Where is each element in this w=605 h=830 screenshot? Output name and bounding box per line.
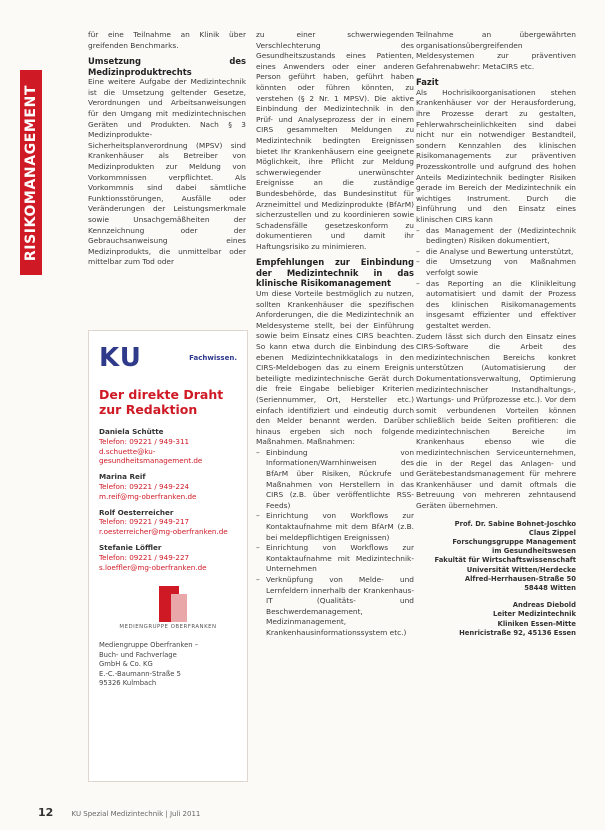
author-line: Kliniken Essen-Mitte (497, 619, 576, 628)
page-footer (38, 806, 200, 819)
author-block-1 (416, 520, 576, 594)
column-2 (256, 30, 414, 639)
author-line: Universität Witten/Herdecke (466, 565, 576, 574)
contact-item (89, 472, 247, 501)
publisher-logo-text: MEDIENGRUPPE OBERFRANKEN (119, 624, 217, 631)
author-line: 58448 Witten (524, 584, 576, 593)
col2-text-1: zu einer schwerwiegenden Verschlechterung des Gesundheitszustands eines Patienten, eines Anwenders oder einer anderen Person geführt haben, geführt haben könnten oder führen könnten, zu verstehen (§ 2 Nr. 1 MPSV). Die aktive Einbindung der Medizintechnik in den Prüf- und Analyseprozess der in einem CIRS gesammelten Meldungen zu Medizintechnik bedingten Ereignissen bietet Ihr Krankenhäusern eine geeignete Möglichkeit, ihre Pflicht zur Meldung schwerwiegender unerwünschter Ereignisse an die zuständige Bundesbehörde, das Bundesinstitut für Arzneimittel und Medizinprodukte (BfArM) sicherzustellen und zu koordinieren sowie Schadensfälle gesetzeskonform zu dokumentieren und damit ihr Haftungsrisiko zu minimieren. (256, 30, 414, 251)
contact-name: Marina Reif (99, 472, 146, 482)
author-line: Claus Zippel (528, 528, 576, 537)
author-line: Leiter Medizintechnik (493, 610, 576, 619)
publication-info: KU Spezial Medizintechnik | Juli 2011 (71, 810, 201, 818)
ku-logo: KU (99, 343, 142, 373)
author-line: Henricistraße 92, 45136 Essen (459, 628, 576, 637)
contact-item (89, 508, 247, 537)
list-item: – die Umsetzung von Maßnahmen verfolgt sowie (416, 257, 576, 278)
address-line: E.-C.-Baumann-Straße 5 (99, 669, 181, 678)
col1-intro: für eine Teilnahme an Klinik über greifenden Benchmarks. (88, 30, 246, 50)
address-line: Buch- und Fachverlage (99, 650, 177, 659)
col2-text-2: Um diese Vorteile bestmöglich zu nutzen, sollten Krankenhäuser die spezifischen Anforderungen, die die Medizintechnik an Meldesysteme stellt, bei der Einführung sowie beim Einsatz eines CIRS beachten. So kann etwa durch die Einbindung des ebenen Medizintechnikkatalogs in den CIRS-Meldebogen das zu einem Ereignis beteiligte medizintechnische Gerät durch die freie Eingabe beliebiger Kriterien (Seriennummer, Ort, Hersteller etc.) einfach identifiziert und eindeutig durch den Melder benannt werden. Darüber hinaus ergeben sich noch folgende Maßnahmen. Maßnahmen: (256, 288, 414, 447)
list-item: – Einrichtung von Workflows zur Kontaktaufnahme mit Medizintechnik-Unternehmen (256, 543, 414, 575)
column-3 (416, 30, 576, 638)
publisher-logo-icon (139, 586, 199, 622)
contact-email[interactable]: m.reif@mg-oberfranken.de (99, 491, 197, 501)
page-number: 12 (38, 806, 54, 819)
col3-bullet-list (416, 226, 576, 332)
author-line: Fakultät für Wirtschaftswissenschaft (434, 556, 576, 565)
col3-intro: Teilnahme an übergewährten organisationsübergreifenden Meldesystemen zur präventiven Gefahrenabwehr: MetaCIRS etc. (416, 30, 576, 71)
col3-text-1: Als Hochrisikoorganisationen stehen Krankenhäuser vor der Herausforderung, ihre Prozesse derart zu gestalten, Fehlerwahrscheinlichkeiten sind dabei nicht nur ein notwendiger Bestandteil, sondern Kennzahlen des klinischen Risikomanagements zur präventiven Prozesskontrolle und aufgrund des hohen Anteils Medizintechnik bedingter Risiken gerade im Bereich der Medizintechnik ein wichtiges Instrument. Durch die Einführung und den Einsatz eines klinischen CIRS kann (416, 87, 576, 224)
author-line: im Gesundheitswesen (491, 547, 576, 556)
list-item: – das Reporting an die Klinikleitung automatisiert und damit der Prozess des klinischen Risikomanagements insgesamt effizienter und effektiver gestaltet werden. (416, 279, 576, 332)
ad-title: Der direkte Draht zur Redaktion (99, 387, 224, 417)
list-item: – das Management der (Medizintechnik bedingten) Risiken dokumentiert, (416, 226, 576, 247)
list-item: – Verknüpfung von Melde- und Lernfeldern innerhalb der Krankenhaus-IT (Qualitäts- und Beschwerdemanagement, Medizinmanagement, Krankenhausinformationssystem etc.) (256, 575, 414, 639)
section-sidebar (20, 70, 42, 275)
list-item: – Einbindung von Informationen/Warnhinweisen des BfArM über Risiken, Rückrufe und Maßnahmen von Herstellern in das CIRS (z.B. über veröffentlichte RSS-Feeds) (256, 448, 414, 512)
author-line: Prof. Dr. Sabine Bohnet-Joschko (454, 519, 576, 528)
publisher-address (89, 631, 247, 688)
section-label: RISIKOMANAGEMENT (23, 84, 39, 261)
ad-tagline: Fachwissen. (189, 354, 237, 362)
list-item: – die Analyse und Bewertung unterstützt, (416, 247, 576, 258)
col1-heading: Umsetzung des Medizinproduktrechts (88, 56, 246, 77)
list-item: – Einrichtung von Workflows zur Kontaktaufnahme mit dem BfArM (z.B. bei meldepflichtigen Ereignissen) (256, 511, 414, 543)
author-line: Alfred-Herrhausen-Straße 50 (464, 574, 576, 583)
address-line: GmbH & Co. KG (99, 660, 153, 669)
contact-email[interactable]: r.oesterreicher@mg-oberfranken.de (99, 527, 228, 537)
contact-name: Stefanie Löffler (99, 542, 162, 552)
col2-heading: Empfehlungen zur Einbindung der Medizintechnik in das klinische Risikomanagement (256, 257, 414, 289)
contact-phone: Telefon: 09221 / 949-227 (99, 552, 190, 562)
col3-text-2: Zudem lässt sich durch den Einsatz eines CIRS-Software die Arbeit des medizintechnischen Bereichs konkret unterstützen (Automatisierung der Dokumentationsverwaltung, Optimierung medizintechnischer Instandhaltungs-, Wartungs- und Prüfprozesse etc.). Vor dem somit verbundenen Vorteilen können schließlich beide Seiten profitieren: die medizintechnischen Bereiche im Krankenhaus ebenso wie die medizintechnischen Serviceunternehmen, die in der Regel das Anlagen- und Gerätebestandsmanagement für mehrere Krankenhäuser und damit oftmals die Betreuung von mehreren zehntausend Geräten übernehmen. (416, 331, 576, 511)
editorial-contact-ad (88, 330, 248, 782)
column-1 (88, 30, 246, 268)
col1-text: Eine weitere Aufgabe der Medizintechnik ist die Umsetzung geltender Gesetze, Verordnungen und Arbeitsanweisungen für den Umgang mit medizintechnischen Geräten und Produkten. Nach § 3 Medizinprodukte-Sicherheitsplanverordnung (MPSV) sind Krankenhäuser als Betreiber von Medizinprodukten zur Meldung von Vorkommnissen verpflichtet. Als Vorkommnis sind dabei sämtliche Funktionsstörungen, Ausfälle oder Veränderungen der Leistungsmerkmale sowie Unsachgemäßheiten der Kennzeichnung oder der Gebrauchsanweisung eines Medizinprodukts, die unmittelbar oder mittelbar zum Tod oder (88, 77, 246, 267)
contact-name: Rolf Oesterreicher (99, 507, 174, 517)
contact-phone: Telefon: 09221 / 949-311 (99, 436, 190, 446)
address-line: Mediengruppe Oberfranken – (99, 641, 199, 650)
contact-email[interactable]: d.schuette@ku-gesundheitsmanagement.de (99, 446, 203, 466)
contact-name: Daniela Schütte (99, 427, 164, 436)
author-line: Andreas Diebold (512, 601, 576, 610)
col2-bullet-list (256, 448, 414, 639)
contact-item (89, 427, 247, 466)
col3-heading: Fazit (416, 77, 439, 88)
author-block-2 (416, 601, 576, 638)
contact-item (89, 543, 247, 572)
contact-phone: Telefon: 09221 / 949-224 (99, 481, 190, 491)
address-line: 95326 Kulmbach (99, 678, 157, 687)
author-line: Forschungsgruppe Management (452, 538, 576, 547)
contact-email[interactable]: s.loeffler@mg-oberfranken.de (99, 562, 207, 572)
contact-phone: Telefon: 09221 / 949-217 (99, 517, 190, 527)
